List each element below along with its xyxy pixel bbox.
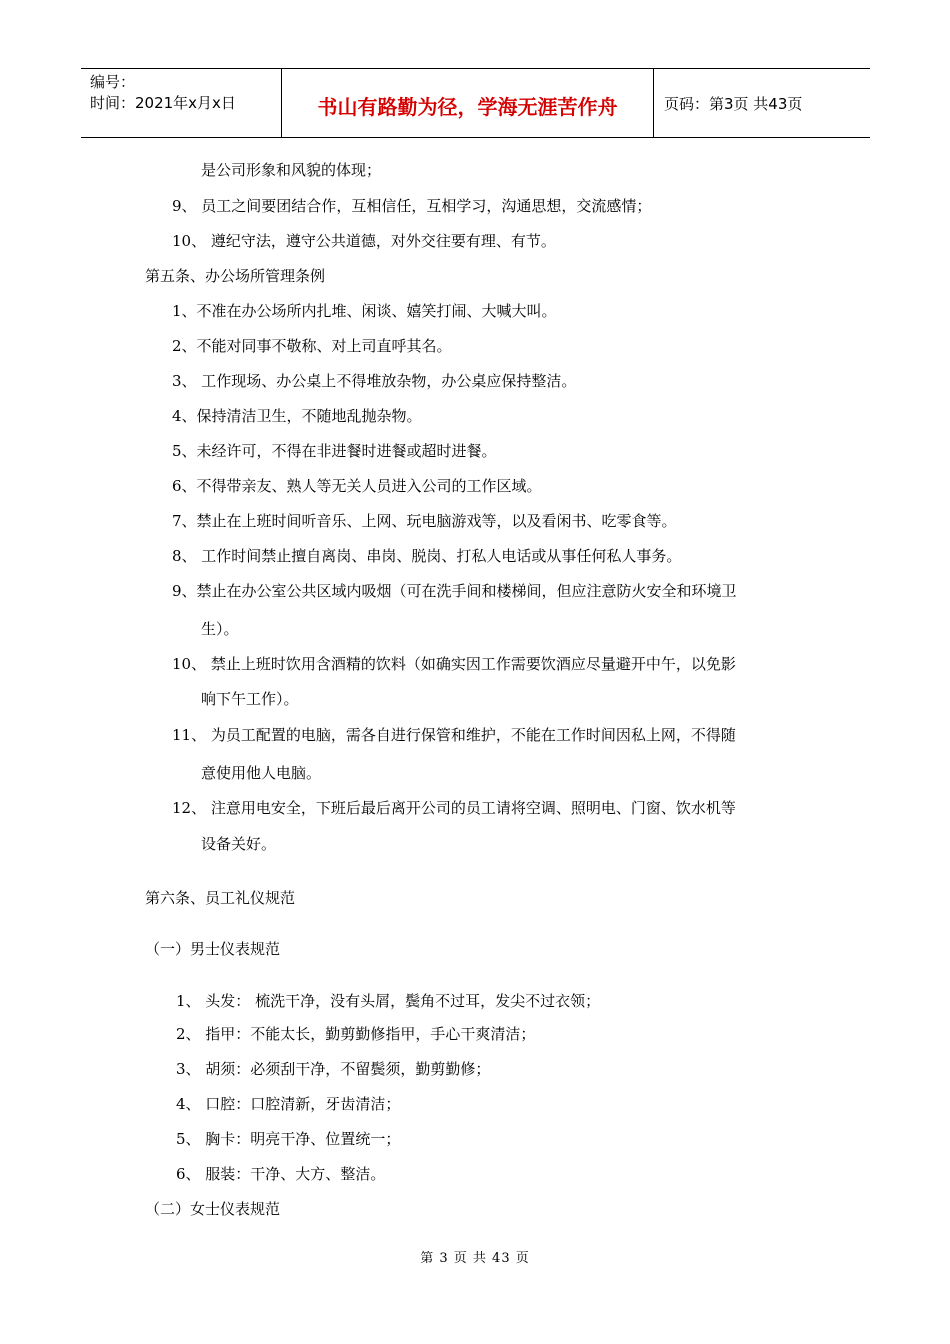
body-line: 设备关好。	[201, 835, 277, 853]
body-line: 意使用他人电脑。	[201, 764, 322, 782]
header-meta	[81, 69, 282, 137]
body-line: 3、 胡须：必须刮干净，不留鬓须，勤剪勤修；	[176, 1060, 491, 1078]
body-line: 11、 为员工配置的电脑，需各自进行保管和维护，不能在工作时间因私上网，不得随	[172, 726, 736, 744]
body-line: 10、 禁止上班时饮用含酒精的饮料（如确实因工作需要饮酒应尽量避开中午，以免影	[172, 655, 736, 673]
document-number: 编号：	[90, 73, 136, 91]
section-heading: 第五条、办公场所管理条例	[145, 267, 326, 285]
body-line: 9、 员工之间要团结合作，互相信任，互相学习，沟通思想，交流感情；	[172, 197, 652, 215]
body-line: 是公司形象和风貌的体现；	[201, 161, 382, 179]
body-line: 6、 服装：干净、大方、整洁。	[176, 1165, 386, 1183]
body-line: 6、不得带亲友、熟人等无关人员进入公司的工作区域。	[172, 477, 542, 495]
page-header	[81, 68, 870, 138]
body-line: 10、 遵纪守法，遵守公共道德，对外交往要有理、有节。	[172, 232, 556, 250]
body-line: 8、 工作时间禁止擅自离岗、串岗、脱岗、打私人电话或从事任何私人事务。	[172, 547, 682, 565]
body-line: 4、保持清洁卫生，不随地乱抛杂物。	[172, 407, 422, 425]
subsection-heading: （二）女士仪表规范	[145, 1200, 281, 1218]
body-line: 9、禁止在办公室公共区域内吸烟（可在洗手间和楼梯间，但应注意防火安全和环境卫	[172, 582, 737, 600]
body-line: 3、 工作现场、办公桌上不得堆放杂物，办公桌应保持整洁。	[172, 372, 577, 390]
body-line: 4、 口腔：口腔清新，牙齿清洁；	[176, 1095, 401, 1113]
section-heading: 第六条、员工礼仪规范	[145, 889, 296, 907]
body-line: 7、禁止在上班时间听音乐、上网、玩电脑游戏等，以及看闲书、吃零食等。	[172, 512, 677, 530]
header-page-code: 页码：第3页 共43页	[664, 94, 803, 113]
body-line: 12、 注意用电安全，下班后最后离开公司的员工请将空调、照明电、门窗、饮水机等	[172, 799, 736, 817]
document-date: 时间：2021年x月x日	[90, 94, 236, 112]
subsection-heading: （一）男士仪表规范	[145, 940, 281, 958]
body-line: 5、未经许可，不得在非进餐时进餐或超时进餐。	[172, 442, 497, 460]
header-motto: 书山有路勤为径，学海无涯苦作舟	[282, 69, 654, 137]
body-line: 2、 指甲：不能太长，勤剪勤修指甲，手心干爽清洁；	[176, 1025, 536, 1043]
body-line: 生）。	[201, 620, 239, 638]
body-line: 2、不能对同事不敬称、对上司直呼其名。	[172, 337, 452, 355]
page-footer: 第 3 页 共 43 页	[420, 1251, 530, 1266]
body-line: 1、 头发： 梳洗干净，没有头屑，鬓角不过耳，发尖不过衣领；	[176, 992, 601, 1010]
body-line: 1、不准在办公场所内扎堆、闲谈、嬉笑打闹、大喊大叫。	[172, 302, 557, 320]
body-line: 5、 胸卡：明亮干净、位置统一；	[176, 1130, 401, 1148]
body-line: 响下午工作）。	[201, 690, 299, 708]
